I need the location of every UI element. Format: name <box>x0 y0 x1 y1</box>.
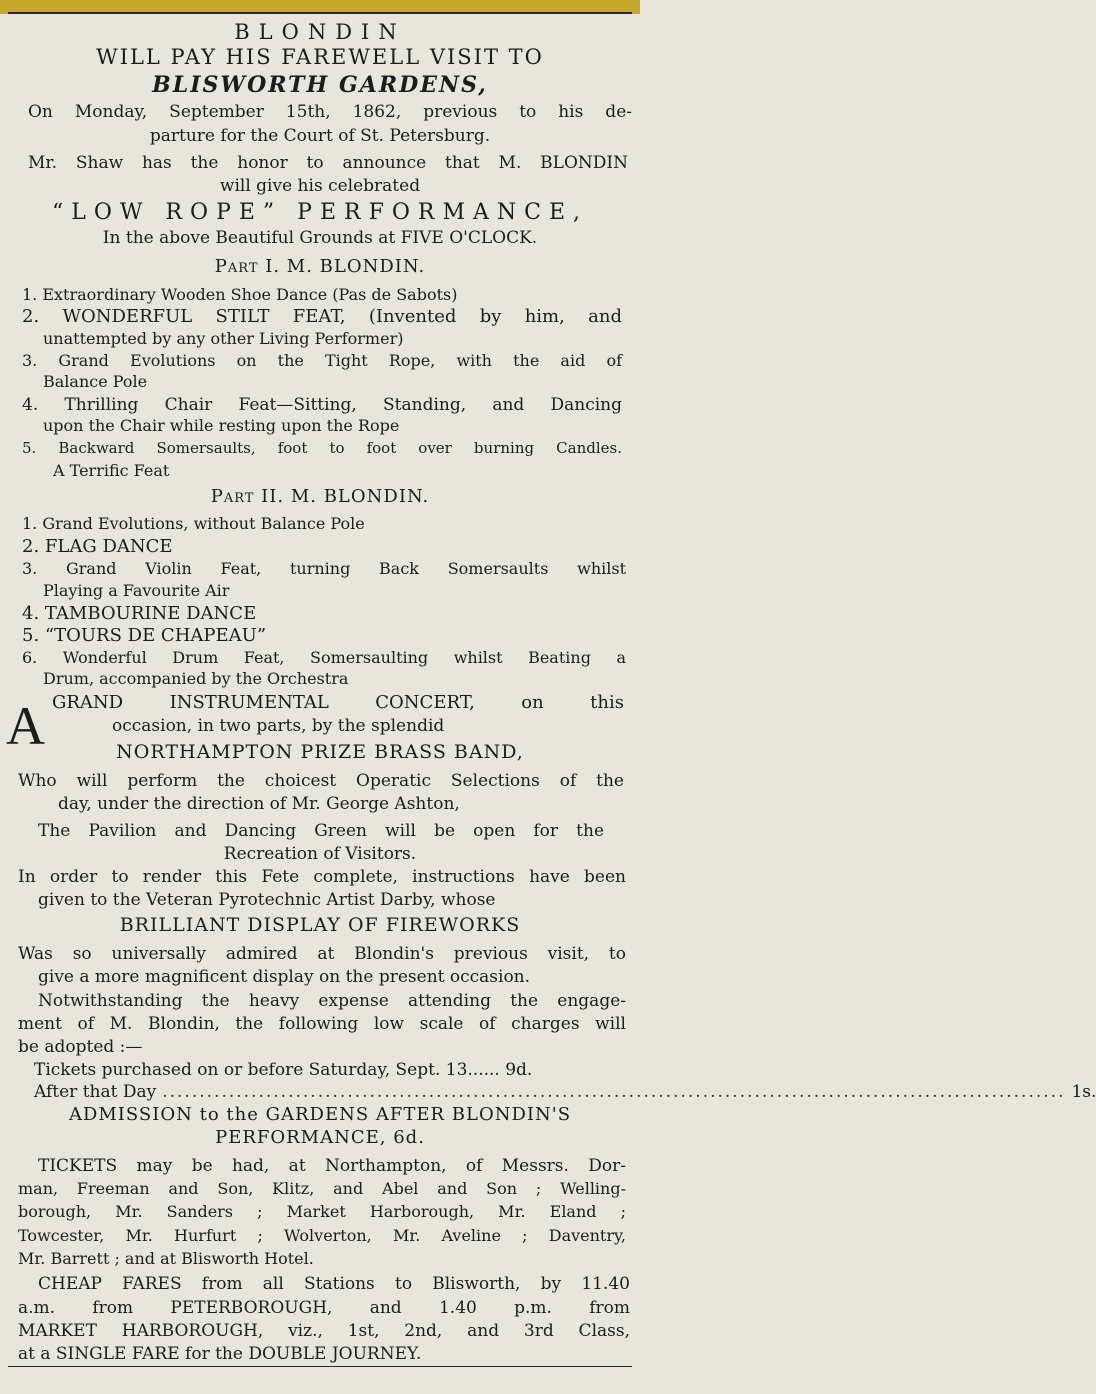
dot-leader: .......................................................................................................................... <box>162 1082 1066 1102</box>
pavilion-line-2: Recreation of Visitors. <box>223 844 417 864</box>
concert-line-2: occasion, in two parts, by the splendid <box>112 716 445 736</box>
part-2-heading: Part II. M. BLONDIN. <box>210 486 430 507</box>
top-rule <box>8 12 632 14</box>
performance-title: “LOW ROPE” PERFORMANCE, <box>51 200 589 225</box>
part-1-item: upon the Chair while resting upon the Rope <box>43 416 400 435</box>
newspaper-advertisement <box>6 16 1096 1364</box>
part-1-item: 1. Extraordinary Wooden Shoe Dance (Pas de Sabots) <box>22 285 458 304</box>
fares-line: CHEAP FARES from all Stations to Blisworth, by 11.40 <box>38 1274 630 1294</box>
tickets-after-price: 1s. <box>1071 1082 1096 1102</box>
expense-line-3: be adopted :— <box>18 1037 143 1057</box>
admired-line-2: give a more magnificent display on the present occasion. <box>38 967 531 987</box>
agents-line: Towcester, Mr. Hurfurt ; Wolverton, Mr. Aveline ; Daventry, <box>18 1226 626 1245</box>
part-2-item: Drum, accompanied by the Orchestra <box>43 669 349 688</box>
announce-line-2: will give his celebrated <box>219 176 421 196</box>
admired-line-1: Was so universally admired at Blondin's previous visit, to <box>18 944 626 964</box>
fares-line: MARKET HARBOROUGH, viz., 1st, 2nd, and 3rd Class, <box>18 1321 630 1341</box>
part-1-item: 3. Grand Evolutions on the Tight Rope, with the aid of <box>22 351 622 370</box>
perform-line-2: day, under the direction of Mr. George Ashton, <box>58 794 460 814</box>
expense-line-2: ment of M. Blondin, the following low scale of charges will <box>18 1014 626 1034</box>
part-1-item: Balance Pole <box>43 372 148 391</box>
part-2-item: Playing a Favourite Air <box>43 581 230 600</box>
fete-line-2: given to the Veteran Pyrotechnic Artist Darby, whose <box>38 890 496 910</box>
part-1-item: 4. Thrilling Chair Feat—Sitting, Standing, and Dancing <box>22 395 622 415</box>
venue-name: BLISWORTH GARDENS, <box>152 72 488 98</box>
agents-line: Mr. Barrett ; and at Blisworth Hotel. <box>18 1249 314 1268</box>
tickets-before-line: Tickets purchased on or before Saturday, Sept. 13...... 9d. <box>34 1060 533 1080</box>
part-1-item: unattempted by any other Living Performer) <box>43 329 404 348</box>
part-2-item: 4. TAMBOURINE DANCE <box>22 603 257 624</box>
part-1-item: A Terrific Feat <box>53 461 170 480</box>
fares-line: a.m. from PETERBOROUGH, and 1.40 p.m. from <box>18 1298 630 1318</box>
grounds-line: In the above Beautiful Grounds at FIVE O'CLOCK. <box>102 228 538 248</box>
announce-line-1: Mr. Shaw has the honor to announce that M. BLONDIN <box>28 153 628 173</box>
part-2-item: 5. “TOURS DE CHAPEAU” <box>22 625 267 646</box>
admission-line-2: PERFORMANCE, 6d. <box>215 1127 425 1148</box>
perform-line-1: Who will perform the choicest Operatic Selections of the <box>18 771 624 791</box>
band-name: NORTHAMPTON PRIZE BRASS BAND, <box>116 741 524 763</box>
expense-line-1: Notwithstanding the heavy expense attending the engage- <box>38 991 626 1011</box>
fares-line: at a SINGLE FARE for the DOUBLE JOURNEY. <box>18 1344 422 1364</box>
part-2-item: 3. Grand Violin Feat, turning Back Somersaults whilst <box>22 559 626 578</box>
agents-line: man, Freeman and Son, Klitz, and Abel and Son ; Welling- <box>18 1179 626 1198</box>
fireworks-heading: BRILLIANT DISPLAY OF FIREWORKS <box>119 914 521 936</box>
part-2-item: 2. FLAG DANCE <box>22 536 173 557</box>
agents-line: TICKETS may be had, at Northampton, of Messrs. Dor- <box>38 1156 626 1176</box>
concert-line-1: GRAND INSTRUMENTAL CONCERT, on this <box>52 692 624 713</box>
drop-cap-a: A <box>6 696 45 756</box>
part-1-heading: Part I. M. BLONDIN. <box>214 256 426 277</box>
advert-headline: WILL PAY HIS FAREWELL VISIT TO <box>96 45 544 69</box>
part-2-item: 1. Grand Evolutions, without Balance Pole <box>22 514 365 533</box>
admission-line-1: ADMISSION to the GARDENS AFTER BLONDIN'S <box>68 1104 572 1125</box>
part-2-item: 6. Wonderful Drum Feat, Somersaulting whilst Beating a <box>22 648 626 667</box>
fete-line-1: In order to render this Fete complete, instructions have been <box>18 867 626 887</box>
tickets-after-line <box>8 1082 1096 1102</box>
part-1-item: 5. Backward Somersaults, foot to foot over burning Candles. <box>22 439 622 457</box>
advert-title-blondin: BLONDIN <box>234 20 406 44</box>
tickets-after-label: After that Day <box>34 1082 157 1102</box>
agents-line: borough, Mr. Sanders ; Market Harborough, Mr. Eland ; <box>18 1202 626 1221</box>
pavilion-line-1: The Pavilion and Dancing Green will be open for the <box>38 821 604 841</box>
date-line-2: parture for the Court of St. Petersburg. <box>149 126 491 146</box>
date-line-1: On Monday, September 15th, 1862, previous to his de- <box>28 102 632 122</box>
bottom-rule <box>8 1366 632 1367</box>
part-1-item: 2. WONDERFUL STILT FEAT, (Invented by him, and <box>22 306 622 327</box>
